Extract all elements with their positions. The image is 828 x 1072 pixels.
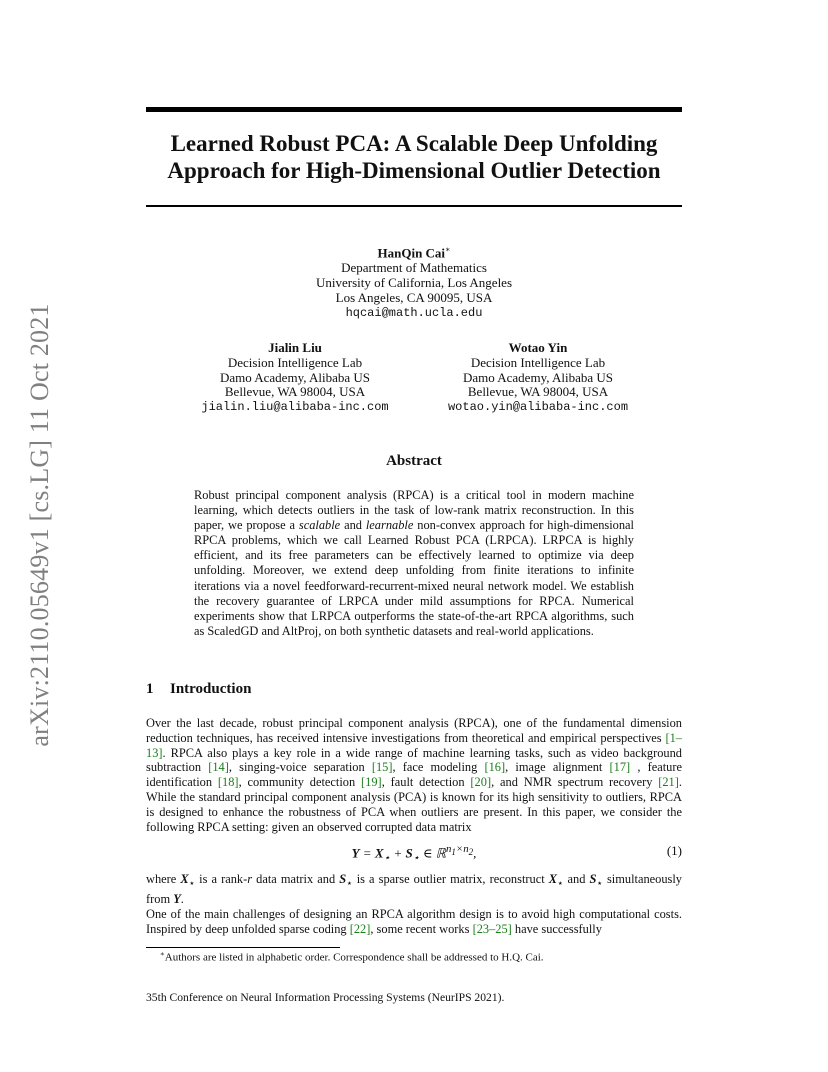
author-affiliation: Bellevue, WA 98004, USA xyxy=(467,384,609,400)
author-block-yin xyxy=(433,341,643,415)
citation-link[interactable]: [18] xyxy=(217,775,239,790)
abstract-heading: Abstract xyxy=(386,453,442,469)
citation-link[interactable]: [14] xyxy=(208,760,229,775)
title-top-rule xyxy=(146,107,682,112)
equation-expression: $Y = X_⋆ + S_⋆$ ∈ ℝ$^{n_1\times n_2}$, xyxy=(351,843,477,864)
arxiv-identifier xyxy=(15,290,65,760)
conference-note: 35th Conference on Neural Information Processing Systems (NeurIPS 2021). xyxy=(146,991,505,1004)
author-affiliation: Decision Intelligence Lab xyxy=(227,354,363,370)
arxiv-identifier-text: arXiv:2110.05649v1 [cs.LG] 11 Oct 2021 xyxy=(25,303,54,747)
paper-title xyxy=(146,130,682,184)
footnote-rule xyxy=(146,947,340,948)
citation-link[interactable]: [15] xyxy=(371,760,393,775)
citation-link[interactable]: [20] xyxy=(470,775,492,790)
author-affiliation: Los Angeles, CA 90095, USA xyxy=(335,289,493,305)
equation-number: (1) xyxy=(666,843,682,858)
author-affiliation: Bellevue, WA 98004, USA xyxy=(224,384,366,400)
citation-link[interactable]: [19] xyxy=(361,775,382,790)
title-bottom-rule xyxy=(146,205,682,207)
author-affiliation: Damo Academy, Alibaba US xyxy=(462,369,614,385)
paper-title-line-1: Learned Robust PCA: A Scalable Deep Unfolding xyxy=(170,131,658,156)
citation-link[interactable]: [1–13] xyxy=(146,730,682,760)
author-affiliation: Department of Mathematics xyxy=(341,260,487,276)
author-block-cai xyxy=(314,243,514,320)
paper-title-line-2: Approach for High-Dimensional Outlier Detection xyxy=(167,158,661,183)
emphasis: learnable xyxy=(365,518,414,533)
author-name: HanQin Cai∗ xyxy=(377,245,451,261)
section-number: 1 xyxy=(146,681,154,697)
author-affiliation: University of California, Los Angeles xyxy=(315,274,513,290)
author-email[interactable]: jialin.liu@alibaba-inc.com xyxy=(201,400,389,415)
author-affiliation: Decision Intelligence Lab xyxy=(470,354,606,370)
author-email[interactable]: hqcai@math.ucla.edu xyxy=(345,305,483,320)
author-name: Jialin Liu xyxy=(268,340,322,355)
abstract-text: Robust principal component analysis (RPCA) is a critical tool in modern machine learning, which detects outliers in the task of low-rank matrix reconstruction. In this paper, we propose a scalable and learnable non-convex approach for high-dimensional RPCA problems, which we call Learned Robust PCA (LRPCA). LRPCA is highly efficient, and its free parameters can be effectively learned to optimize via deep unfolding. Moreover, we extend deep unfolding from finite iterations to infinite iterations via a novel feedforward-recurrent-mixed neural network model. We establish the recovery guarantee of LRPCA under mild assumptions for RPCA. Numerical experiments show that LRPCA outperforms the state-of-the-art RPCA algorithms, such as ScaledGD and AltProj, on both synthetic datasets and real-world applications. xyxy=(194,488,634,638)
emphasis: scalable xyxy=(298,518,341,533)
author-affiliation: Damo Academy, Alibaba US xyxy=(219,369,371,385)
citation-link[interactable]: [16] xyxy=(484,760,506,775)
intro-paragraph-1: Over the last decade, robust principal component analysis (RPCA), one of the fundamental dimension reduction techniques, has received intensive investigations from theoretical and empirical perspectives [1–13]. RPCA also plays a key role in a wide range of machine learning tasks, such as video background subtraction [14], singing-voice separation [15], face modeling [16], image alignment [17] , feature identification [18], community detection [19], fault detection [20], and NMR spectrum recovery [21]. While the standard principal component analysis (PCA) is known for its high sensitivity to outliers, RPCA is designed to enhance the robustness of PCA when outliers are present. In this paper, we consider the following RPCA setting: given an observed corrupted data matrix xyxy=(146,716,682,834)
author-email[interactable]: wotao.yin@alibaba-inc.com xyxy=(447,400,629,415)
citation-link[interactable]: [23–25] xyxy=(472,921,512,936)
intro-paragraph-2: where $X_⋆$ is a rank-r data matrix and $S_⋆$ is a sparse outlier matrix, reconstruct $X_⋆$ and $S_⋆$ simultaneously from Y. xyxy=(146,872,682,907)
footnote: ∗Authors are listed in alphabetic order. Correspondence shall be addressed to H.Q. Cai. xyxy=(160,950,544,964)
section-heading-introduction xyxy=(146,681,251,698)
citation-link[interactable]: [21] xyxy=(658,775,679,790)
citation-link[interactable]: [22] xyxy=(349,921,371,936)
citation-link[interactable]: [17] xyxy=(609,760,631,775)
equation-1 xyxy=(146,843,682,864)
intro-paragraph-3: One of the main challenges of designing an RPCA algorithm design is to avoid high computational costs. Inspired by deep unfolded sparse coding [22], some recent works [23–25] have successfully xyxy=(146,907,682,936)
author-name: Wotao Yin xyxy=(508,340,568,355)
section-title: Introduction xyxy=(170,681,252,697)
author-block-liu xyxy=(190,341,400,415)
